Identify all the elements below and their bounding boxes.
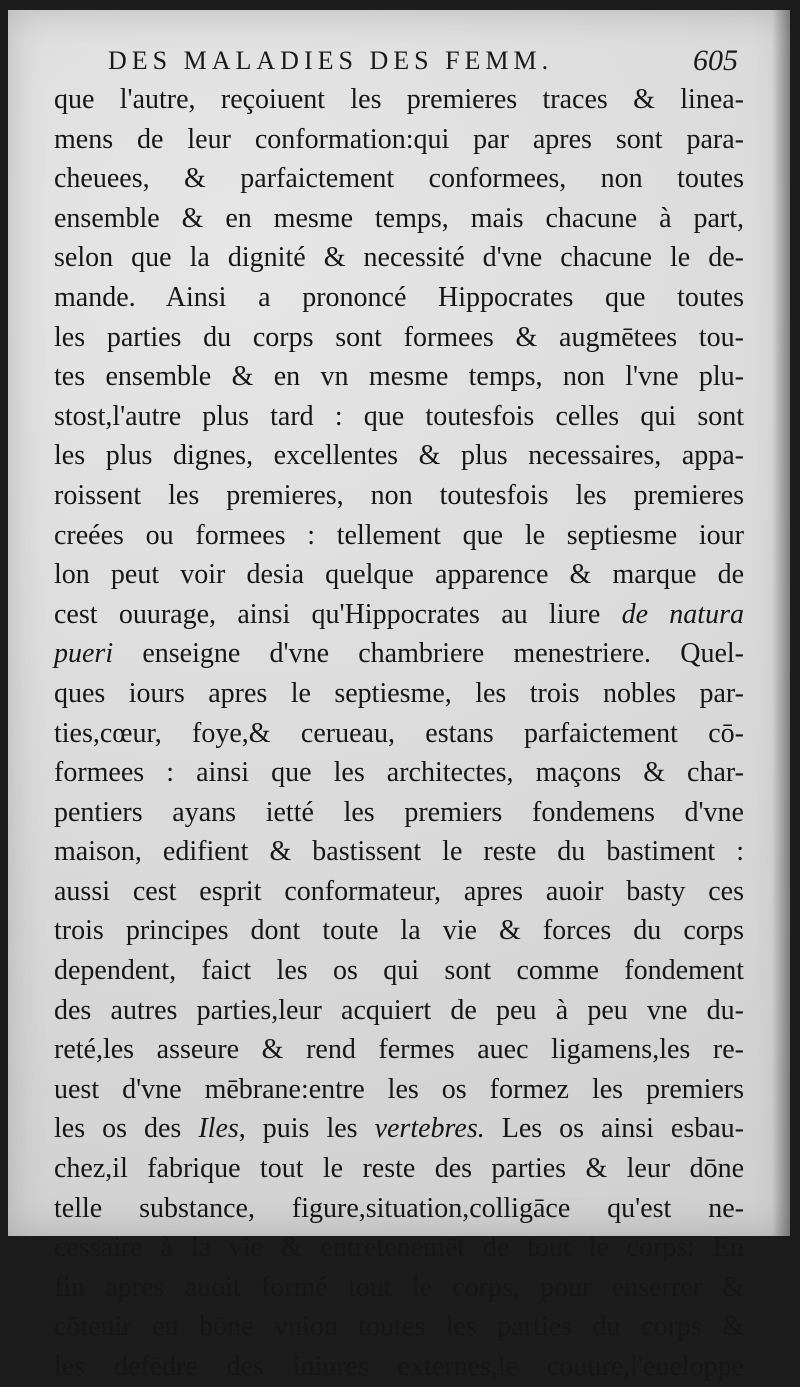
- italic-title: pueri: [54, 638, 114, 670]
- text-segment: enseigne d'vne chambriere menestriere. Quel-: [113, 638, 744, 670]
- text-line: les defēdre des iniures externes,le couure,l'eueloppe: [54, 1351, 744, 1382]
- text-line: creées ou formees : tellement que le septiesme iour: [54, 519, 744, 551]
- text-segment: Les os ainsi esbau-: [484, 1113, 745, 1145]
- body-text: [54, 80, 744, 1387]
- italic-title: de natura: [621, 598, 744, 630]
- text-line: les plus dignes, excellentes & plus necessaires, appa-: [54, 440, 744, 472]
- text-line: ques iours apres le septiesme, les trois nobles par-: [54, 677, 744, 709]
- text-line: fin apres auoit formé tout le corps, pour enserrer &: [54, 1271, 744, 1303]
- text-line-mixed: [54, 1109, 744, 1149]
- text-line: maison, edifient & bastissent le reste du bastiment :: [54, 836, 744, 868]
- italic-term: Iles: [198, 1113, 239, 1145]
- text-line: selon que la dignité & necessité d'vne chacune le de-: [54, 242, 744, 274]
- italic-term: vertebres.: [374, 1113, 485, 1145]
- running-title: DES MALADIES DES FEMM.: [108, 46, 554, 75]
- text-line: cōtenir en bōne vnion toutes les parties du corps &: [54, 1311, 744, 1343]
- text-line: mens de leur conformation:qui par apres sont para-: [54, 123, 744, 155]
- text-line: que l'autre, reçoiuent les premieres traces & linea-: [54, 84, 744, 115]
- text-line: roissent les premieres, non toutesfois les premieres: [54, 479, 744, 511]
- text-line: dependent, faict les os qui sont comme fondement: [54, 955, 744, 987]
- text-line: cessaire à la vie & entretenemēt de tout le corps: En: [54, 1232, 744, 1264]
- text-line: chez,il fabrique tout le reste des parties & leur dōne: [54, 1153, 744, 1185]
- text-line: stost,l'autre plus tard : que toutesfois celles qui sont: [54, 400, 744, 432]
- text-line: tes ensemble & en vn mesme temps, non l'vne plu-: [54, 361, 744, 393]
- text-line: trois principes dont toute la vie & forces du corps: [54, 915, 744, 947]
- text-segment: les os des: [54, 1113, 199, 1145]
- text-line: aussi cest esprit conformateur, apres auoir basty ces: [54, 875, 744, 907]
- page-gutter-shadow: [772, 10, 790, 1236]
- text-line-mixed: [54, 595, 744, 635]
- text-segment: cest ouurage, ainsi qu'Hippocrates au liure: [54, 598, 622, 630]
- text-line: des autres parties,leur acquiert de peu à peu vne du-: [54, 994, 744, 1026]
- text-line: reté,les asseure & rend fermes auec ligamens,les re-: [54, 1034, 744, 1066]
- text-line: telle substance, figure,situation,colligāce qu'est ne-: [54, 1192, 744, 1224]
- text-line: les parties du corps sont formees & augmētees tou-: [54, 321, 744, 353]
- text-segment: , puis les: [238, 1113, 375, 1145]
- text-line: lon peut voir desia quelque apparence & marque de: [54, 559, 744, 591]
- text-line: ensemble & en mesme temps, mais chacune à part,: [54, 202, 744, 234]
- page-number: 605: [693, 44, 738, 77]
- text-line: formees : ainsi que les architectes, maçons & char-: [54, 757, 744, 789]
- book-page: [8, 10, 790, 1382]
- text-line-mixed: [54, 634, 744, 674]
- text-line: pentiers ayans ietté les premiers fondemens d'vne: [54, 796, 744, 828]
- text-line: ties,cœur, foye,& cerueau, estans parfaictement cō-: [54, 717, 744, 749]
- text-line: mande. Ainsi a prononcé Hippocrates que toutes: [54, 281, 744, 313]
- text-line: cheuees, & parfaictement conformees, non toutes: [54, 163, 744, 195]
- text-line: uest d'vne mēbrane:entre les os formez les premiers: [54, 1073, 744, 1105]
